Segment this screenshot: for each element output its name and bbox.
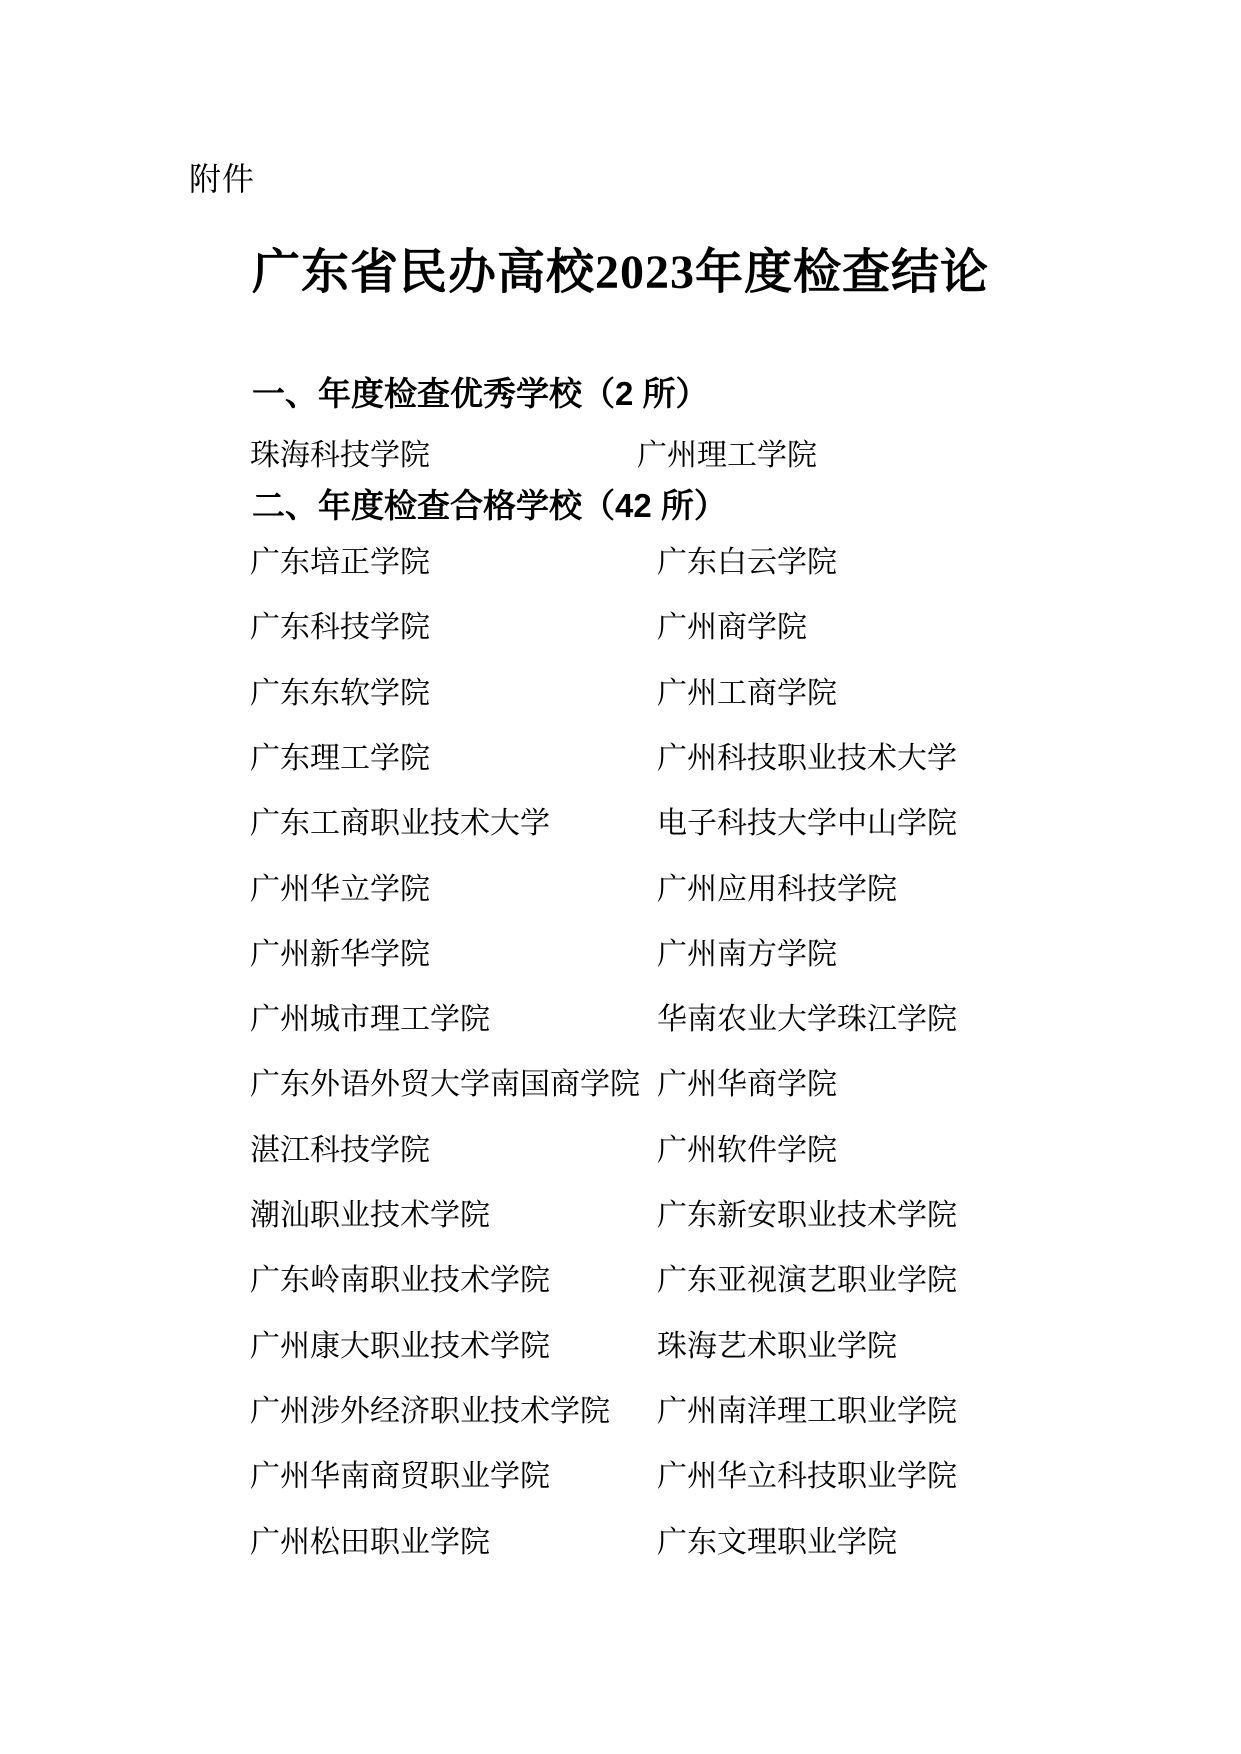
school-name: 广州华立学院	[250, 873, 430, 906]
school-row	[0, 1397, 1241, 1437]
school-name: 广州理工学院	[637, 439, 817, 472]
school-name: 广州城市理工学院	[250, 1003, 490, 1036]
school-name: 广州工商学院	[657, 677, 837, 710]
school-name: 广州华商学院	[657, 1068, 837, 1101]
school-row	[0, 744, 1241, 784]
school-name: 广东工商职业技术大学	[250, 807, 550, 840]
section-2-heading: 二、年度检查合格学校（42 所）	[252, 487, 727, 524]
school-name: 广州商学院	[657, 611, 807, 644]
school-name: 广州科技职业技术大学	[657, 742, 957, 775]
school-row	[0, 441, 1241, 481]
school-row	[0, 1266, 1241, 1306]
school-row	[0, 1201, 1241, 1241]
school-name: 广州华立科技职业学院	[657, 1460, 957, 1493]
school-name: 广州应用科技学院	[657, 873, 897, 906]
school-row	[0, 875, 1241, 915]
attachment-label: 附件	[189, 161, 256, 197]
school-name: 电子科技大学中山学院	[657, 807, 957, 840]
section-1-heading: 一、年度检查优秀学校（2 所）	[252, 375, 709, 412]
school-row	[0, 940, 1241, 980]
school-name: 广州南洋理工职业学院	[657, 1395, 957, 1428]
school-name: 广东东软学院	[250, 677, 430, 710]
school-row	[0, 1332, 1241, 1372]
school-name: 湛江科技学院	[250, 1134, 430, 1167]
school-name: 广东亚视演艺职业学院	[657, 1264, 957, 1297]
school-row	[0, 1005, 1241, 1045]
school-name: 广州软件学院	[657, 1134, 837, 1167]
school-name: 广东外语外贸大学南国商学院	[250, 1068, 640, 1101]
school-row	[0, 1462, 1241, 1502]
school-row	[0, 548, 1241, 588]
school-row	[0, 809, 1241, 849]
school-name: 广州华南商贸职业学院	[250, 1460, 550, 1493]
document-title: 广东省民办高校2023年度检查结论	[251, 246, 989, 299]
school-name: 珠海科技学院	[250, 439, 430, 472]
school-row	[0, 1136, 1241, 1176]
school-name: 广东科技学院	[250, 611, 430, 644]
school-row	[0, 1528, 1241, 1568]
school-name: 广东培正学院	[250, 546, 430, 579]
school-row	[0, 679, 1241, 719]
school-name: 广东岭南职业技术学院	[250, 1264, 550, 1297]
school-name: 广东文理职业学院	[657, 1526, 897, 1559]
school-name: 潮汕职业技术学院	[250, 1199, 490, 1232]
school-name: 广东白云学院	[657, 546, 837, 579]
school-name: 华南农业大学珠江学院	[657, 1003, 957, 1036]
school-name: 珠海艺术职业学院	[657, 1330, 897, 1363]
school-name: 广东理工学院	[250, 742, 430, 775]
school-name: 广东新安职业技术学院	[657, 1199, 957, 1232]
school-name: 广州康大职业技术学院	[250, 1330, 550, 1363]
school-name: 广州松田职业学院	[250, 1526, 490, 1559]
school-name: 广州新华学院	[250, 938, 430, 971]
school-name: 广州涉外经济职业技术学院	[250, 1395, 610, 1428]
school-row	[0, 1070, 1241, 1110]
school-row	[0, 613, 1241, 653]
school-name: 广州南方学院	[657, 938, 837, 971]
